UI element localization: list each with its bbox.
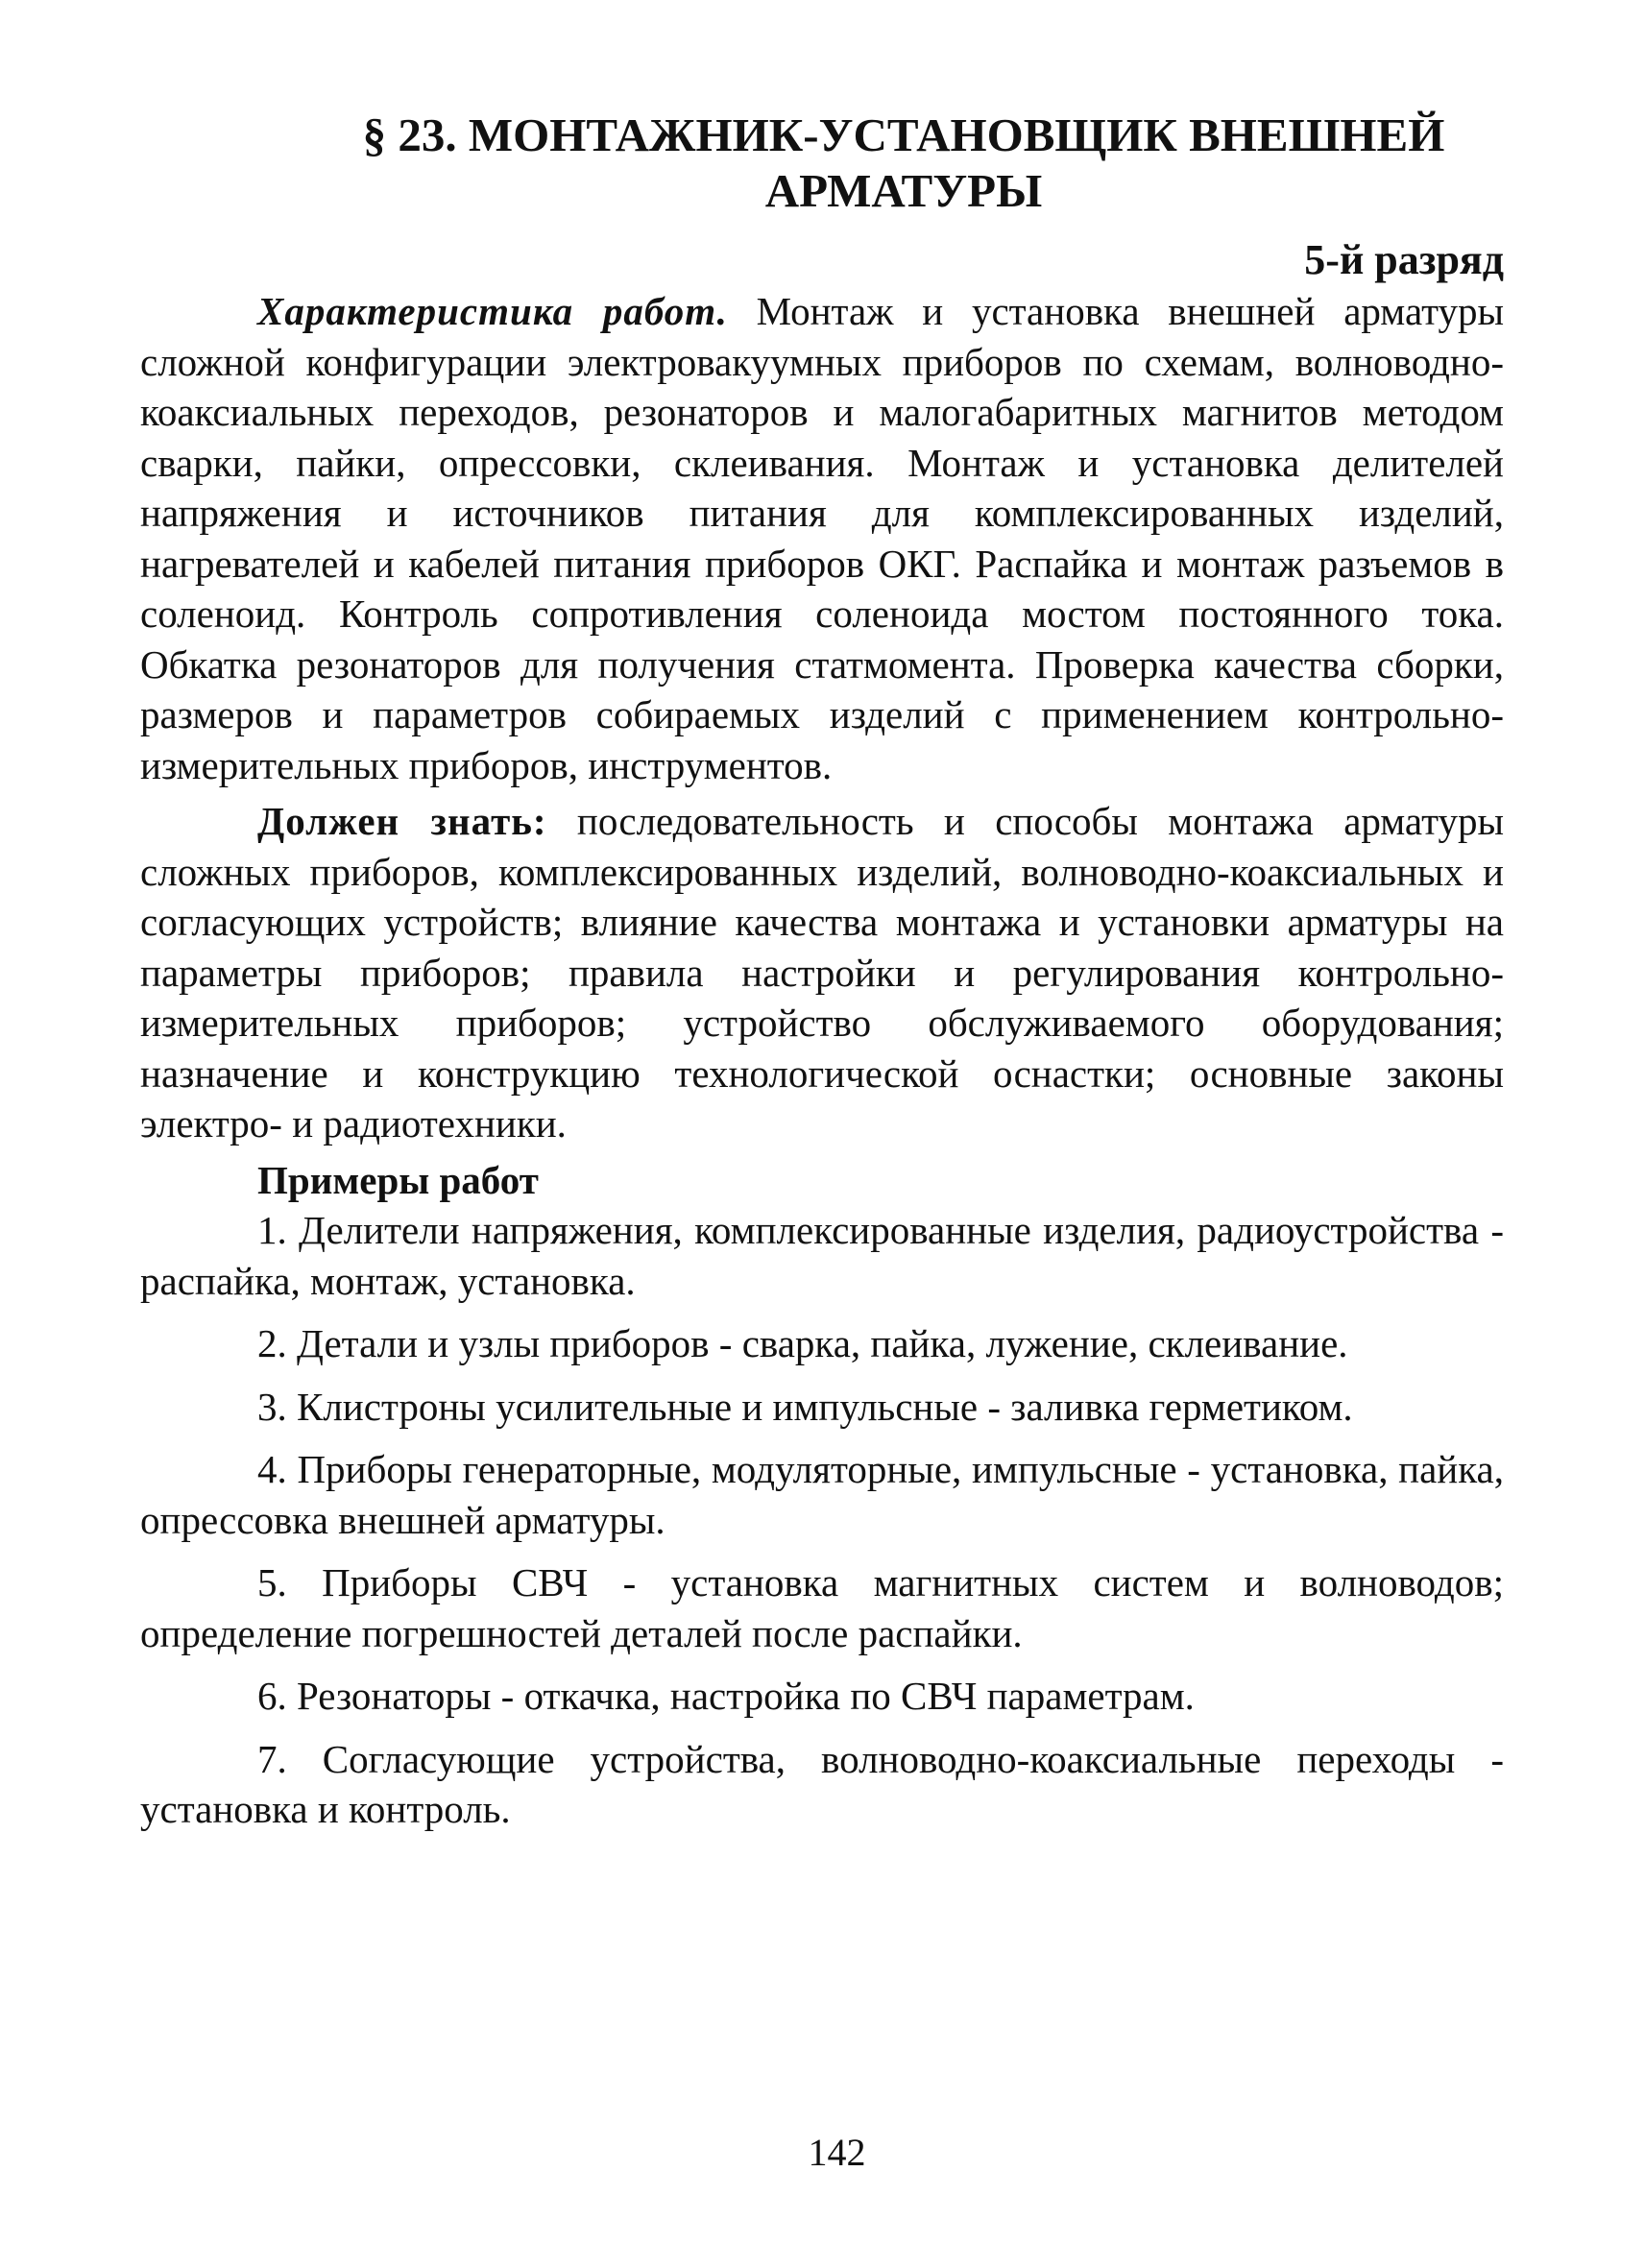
characteristics-paragraph <box>140 286 1504 790</box>
examples-heading: Примеры работ <box>257 1157 539 1202</box>
characteristics-label: Характеристика работ. <box>257 289 728 333</box>
must-know-text: последовательность и способы монтажа арматуры сложных приборов, комплексированных изделий, волноводно-коаксиальных и согласующих устройств; влияние качества монтажа и установки арматуры на параметры приборов; правила настройки и регулирования контрольно-измерительных приборов; устройство обслуживаемого оборудования; назначение и конструкцию технологической оснастки; основные законы электро- и радиотехники. <box>140 799 1504 1146</box>
grade-label: 5-й разряд <box>1304 236 1504 283</box>
page-number: 142 <box>808 2131 866 2174</box>
example-item: 1. Делители напряжения, комплексированные изделия, радиоустройства - распайка, монтаж, установка. <box>140 1208 1504 1303</box>
document-page <box>140 108 1504 1847</box>
example-item: 2. Детали и узлы приборов - сварка, пайка, лужение, склеивание. <box>257 1321 1348 1365</box>
example-item: 3. Клистроны усилительные и импульсные - заливка герметиком. <box>257 1384 1353 1429</box>
example-item: 4. Приборы генераторные, модуляторные, импульсные - установка, пайка, опрессовка внешней арматуры. <box>140 1447 1504 1542</box>
example-item: 5. Приборы СВЧ - установка магнитных систем и волноводов; определение погрешностей деталей после распайки. <box>140 1560 1504 1655</box>
section-title-line2: АРМАТУРЫ <box>764 164 1043 217</box>
examples-list <box>140 1205 1504 1835</box>
example-item: 7. Согласующие устройства, волноводно-коаксиальные переходы - установка и контроль. <box>140 1736 1504 1831</box>
must-know-paragraph <box>140 796 1504 1149</box>
section-title-line1: § 23. МОНТАЖНИК-УСТАНОВЩИК ВНЕШНЕЙ <box>362 109 1445 161</box>
must-know-label: Должен знать: <box>257 799 547 843</box>
section-title <box>140 108 1504 219</box>
characteristics-text: Монтаж и установка внешней арматуры сложной конфигурации электровакуумных приборов по схемам, волноводно-коаксиальных переходов, резонаторов и малогабаритных магнитов методом сварки, пайки, опрессовки, склеивания. Монтаж и установка делителей напряжения и источников питания для комплексированных изделий, нагревателей и кабелей питания приборов ОКГ. Распайка и монтаж разъемов в соленоид. Контроль сопротивления соленоида мостом постоянного тока. Обкатка резонаторов для получения статмомента. Проверка качества сборки, размеров и параметров собираемых изделий с применением контрольно-измерительных приборов, инструментов. <box>140 289 1505 787</box>
example-item: 6. Резонаторы - откачка, настройка по СВЧ параметрам. <box>257 1674 1195 1718</box>
